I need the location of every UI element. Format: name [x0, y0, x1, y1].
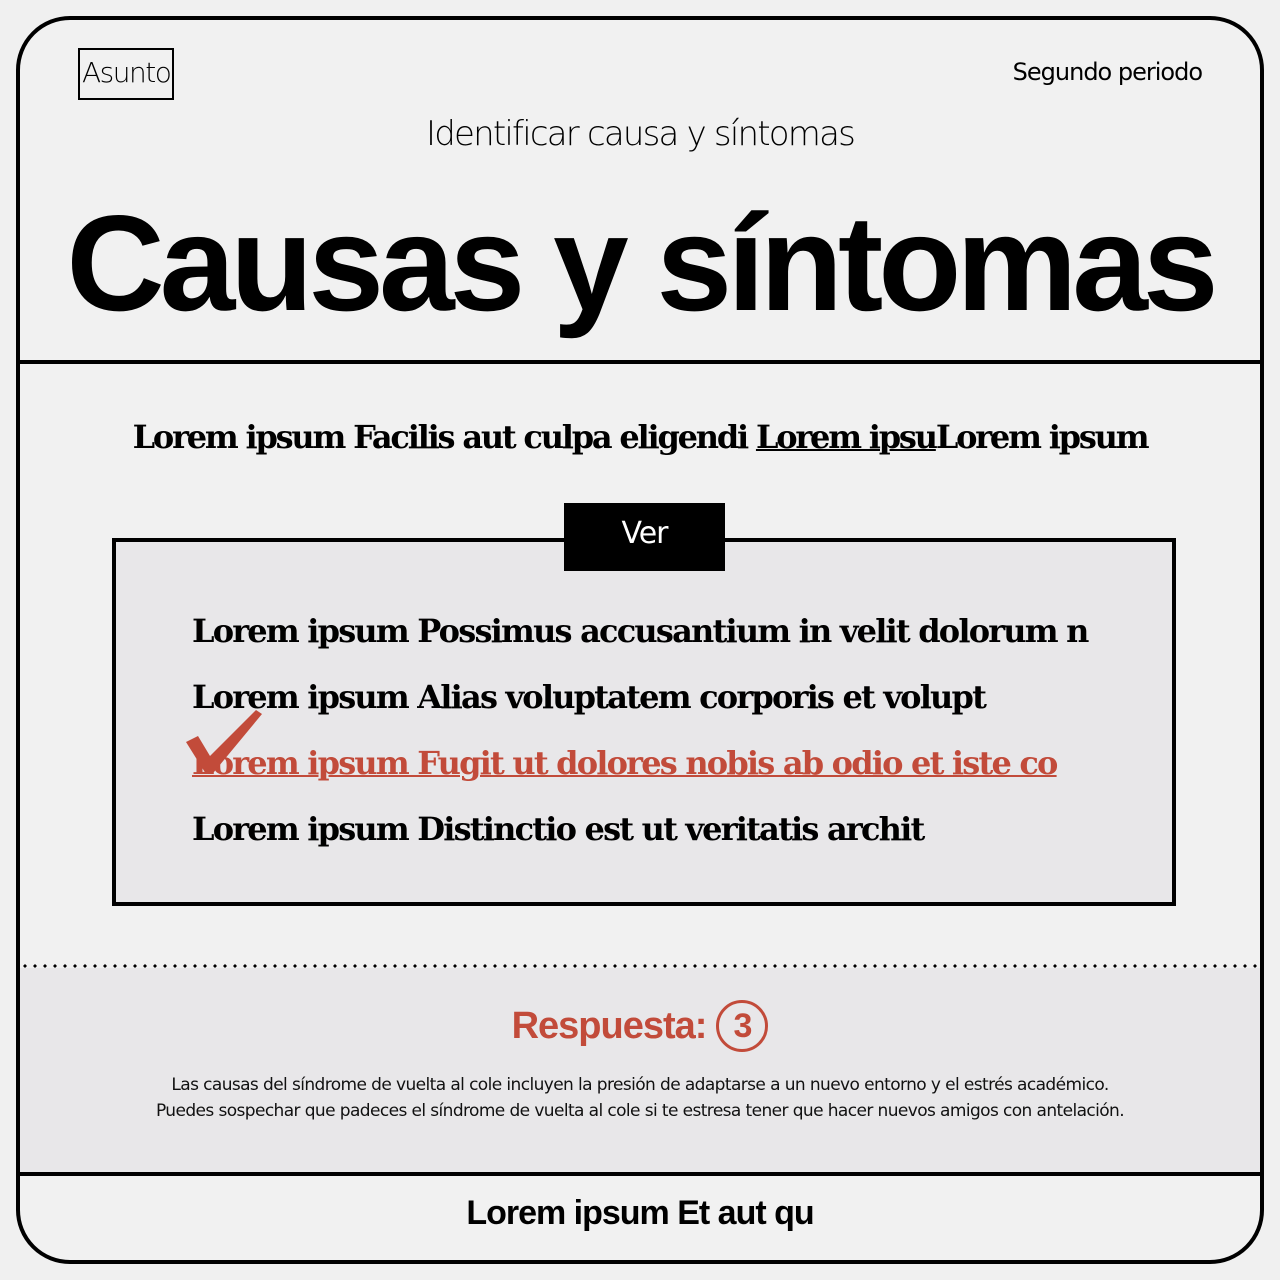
question-suffix: Lorem ipsum: [935, 418, 1148, 456]
footer-text: Lorem ipsum Et aut qu: [466, 1194, 814, 1232]
question-underlined: Lorem ipsu: [755, 418, 936, 456]
answer-heading: [20, 1000, 1260, 1052]
option-3-correct[interactable]: Lorem ipsum Fugit ut dolores nobis ab odio et iste co: [192, 744, 1057, 782]
question-text: [20, 418, 1260, 456]
checkmark-icon: [184, 710, 264, 790]
period-label: Segundo periodo: [1012, 58, 1202, 86]
option-1[interactable]: Lorem ipsum Possimus accusantium in velit dolorum n: [192, 612, 1088, 650]
option-4[interactable]: Lorem ipsum Distinctio est ut veritatis archit: [192, 810, 924, 848]
divider: [20, 1172, 1260, 1176]
explanation-line-2: Puedes sospechar que padeces el síndrome de vuelta al cole si te estresa tener que hacer nuevos amigos con antelación.: [155, 1101, 1125, 1121]
answer-section: [20, 968, 1260, 1174]
page-subtitle: Identificar causa y síntomas: [425, 114, 855, 154]
option-2[interactable]: Lorem ipsum Alias voluptatem corporis et volupt: [192, 678, 986, 716]
page-title: Causas y síntomas: [66, 187, 1214, 339]
answer-number-badge: 3: [716, 1000, 768, 1052]
worksheet-card: [16, 16, 1264, 1264]
explanation-line-1: Las causas del síndrome de vuelta al cole incluyen la presión de adaptarse a un nuevo entorno y el estrés académico.: [171, 1075, 1109, 1095]
divider: [20, 360, 1260, 364]
options-box: [112, 538, 1176, 906]
ver-label: Ver: [564, 503, 725, 571]
subject-tag: Asunto: [78, 48, 174, 100]
question-prefix: Lorem ipsum Facilis aut culpa eligendi: [132, 418, 756, 456]
answer-label: Respuesta:: [511, 1004, 707, 1047]
answer-explanation: [20, 1072, 1260, 1124]
